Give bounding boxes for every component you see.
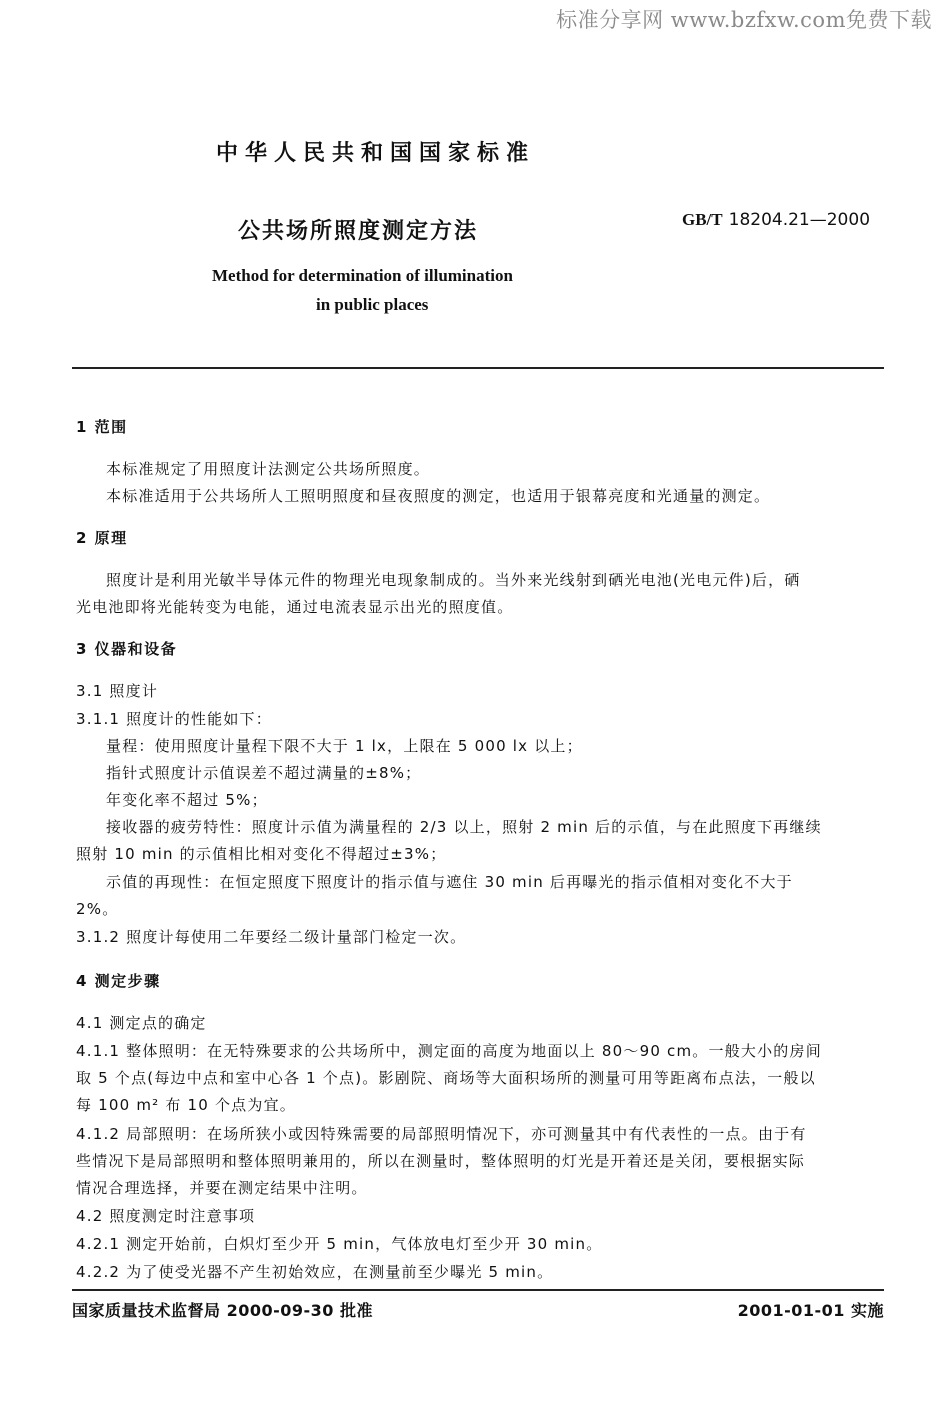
section-2-line-1: 照度计是利用光敏半导体元件的物理光电现象制成的。当外来光线射到硒光电池(光电元件)后，硒 [106,571,801,589]
standard-number [682,210,870,230]
section-1-heading: 1 范围 [76,418,128,436]
watermark: 标准分享网 www.bzfxw.com免费下载 [556,8,932,32]
clause-3-1-1-annual: 年变化率不超过 5%； [106,791,268,809]
clause-4-1-1-line-1: 4.1.1 整体照明：在无特殊要求的公共场所中，测定面的高度为地面以上 80～90 cm。一般大小的房间 [76,1042,822,1060]
clause-4-1-2-line-3: 情况合理选择，并要在测定结果中注明。 [76,1179,368,1197]
clause-4-1-2-line-2: 些情况下是局部照明和整体照明兼用的，所以在测量时，整体照明的灯光是开着还是关闭，要根据实际 [76,1152,806,1170]
page-title: 公共场所照度测定方法 [238,219,479,244]
standard-code: 18204.21—2000 [728,210,871,230]
clause-3-1-1: 3.1.1 照度计的性能如下： [76,710,272,728]
clause-4-2-1: 4.2.1 测定开始前，白炽灯至少开 5 min，气体放电灯至少开 30 min。 [76,1235,603,1253]
section-4-heading: 4 测定步骤 [76,972,161,990]
clause-3-1: 3.1 照度计 [76,682,159,700]
implementation-date: 2001-01-01 实施 [737,1301,884,1320]
clause-3-1-1-repeat-line-1: 示值的再现性：在恒定照度下照度计的指示值与遮住 30 min 后再曝光的指示值相对变化不大于 [106,873,793,891]
clause-3-1-2: 3.1.2 照度计每使用二年要经二级计量部门检定一次。 [76,928,467,946]
section-1-paragraph-2: 本标准适用于公共场所人工照明照度和昼夜照度的测定，也适用于银幕亮度和光通量的测定。 [106,487,771,505]
clause-4-1-1-line-3: 每 100 m² 布 10 个点为宜。 [76,1096,296,1114]
english-title-line-2: in public places [316,295,429,314]
clause-4-1-1-line-2: 取 5 个点(每边中点和室中心各 1 个点)。影剧院、商场等大面积场所的测量可用等距离布点法，一般以 [76,1069,816,1087]
clause-3-1-1-repeat-line-2: 2%。 [76,900,119,918]
clause-4-2-2: 4.2.2 为了使受光器不产生初始效应，在测量前至少曝光 5 min。 [76,1263,554,1281]
footer-divider [72,1289,884,1291]
clause-3-1-1-fatigue-line-1: 接收器的疲劳特性：照度计示值为满量程的 2/3 以上，照射 2 min 后的示值，与在此照度下再继续 [106,818,822,836]
clause-4-1: 4.1 测定点的确定 [76,1014,207,1032]
section-1-paragraph-1: 本标准规定了用照度计法测定公共场所照度。 [106,460,431,478]
clause-4-1-2-line-1: 4.1.2 局部照明：在场所狭小或因特殊需要的局部照明情况下，亦可测量其中有代表性的一点。由于有 [76,1125,807,1143]
clause-4-2: 4.2 照度测定时注意事项 [76,1207,256,1225]
standard-prefix: GB/T [682,210,723,229]
section-2-heading: 2 原理 [76,529,128,547]
national-standard-heading: 中华人民共和国国家标准 [216,141,536,166]
section-2-line-2: 光电池即将光能转变为电能，通过电流表显示出光的照度值。 [76,598,514,616]
header-divider [72,367,884,369]
clause-3-1-1-range: 量程：使用照度计量程下限不大于 1 lx，上限在 5 000 lx 以上； [106,737,583,755]
section-3-heading: 3 仪器和设备 [76,640,178,658]
english-title-line-1: Method for determination of illumination [212,266,513,285]
clause-3-1-1-error: 指针式照度计示值误差不超过满量的±8%； [106,764,422,782]
approval-statement: 国家质量技术监督局 2000-09-30 批准 [72,1301,373,1320]
clause-3-1-1-fatigue-line-2: 照射 10 min 的示值相比相对变化不得超过±3%； [76,845,447,863]
